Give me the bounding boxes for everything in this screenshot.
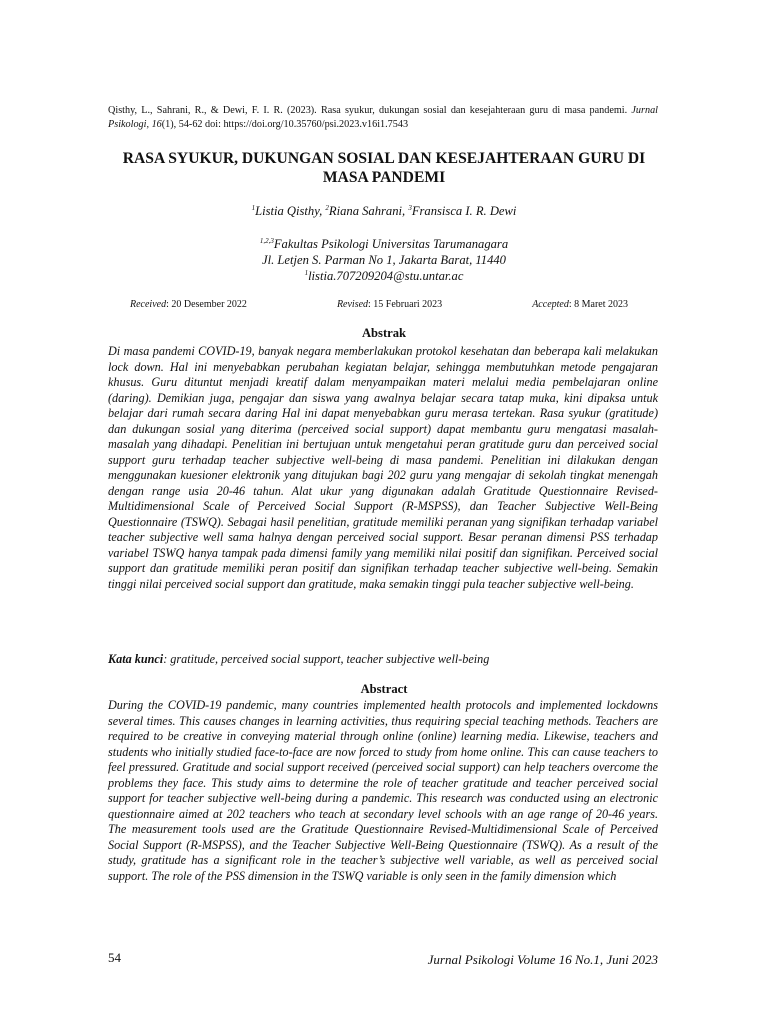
- revised-value: : 15 Februari 2023: [368, 299, 443, 310]
- affiliation: [100, 236, 668, 284]
- affiliation-institution-line: [100, 236, 668, 252]
- affiliation-sup: 1,2,3: [259, 236, 274, 245]
- received-value: : 20 Desember 2022: [166, 299, 247, 310]
- keywords-label: Kata kunci: [108, 652, 164, 666]
- abstrak-heading: Abstrak: [361, 326, 407, 340]
- authors: $^1$Listia Qisthy, $^2$Riana Sahrani, $^3$Fransisca I. R. Dewi: [251, 203, 517, 218]
- author-3-sup: 3: [408, 203, 412, 212]
- citation-journal: Jurnal Psikologi, 16: [108, 105, 658, 130]
- received-label: Received: [130, 299, 167, 310]
- abstract-body: During the COVID-19 pandemic, many countries implemented health protocols and implemented lockdowns several times. This causes changes in learning activities, thus requiring special teaching methods. Teachers are required to be creative in conveying material through online (online) learning media. Likewise, teachers and students who initially studied face-to-face are now forced to study from home online. This can cause teachers to feel pressured. Gratitude and social support received (perceived social support) can help teachers overcome the problems they face. This study aims to determine the role of teacher gratitude and teacher perceived social support for teacher subjective well-being during a pandemic. This research was conducted using an electronic questionnaire aimed at 202 teachers who teach at secondary level schools with an age range of 20-46 years. The measurement tools used are the Gratitude Questionnaire Revised-Multidimensional Scale of Perceived Social Support (R-MSPSS), and the Teacher Subjective Well-Being Questionnaire (TSWQ). As a result of the study, gratitude has a significant role in the teacher’s subjective well variable, as well as perceived social support. The role of the PSS dimension in the TSWQ variable is only seen in the family dimension which: [108, 698, 658, 883]
- email-sup: 1: [304, 268, 309, 277]
- citation: [108, 104, 658, 131]
- affiliation-institution: Fakultas Psikologi Universitas Tarumanagara: [273, 237, 509, 251]
- keywords: [108, 652, 658, 667]
- keywords-text: : gratitude, perceived social support, teacher subjective well-being: [163, 652, 490, 666]
- revised-label: Revised: [336, 299, 369, 310]
- submission-dates: [130, 299, 628, 310]
- accepted-value: : 8 Maret 2023: [568, 299, 628, 310]
- abstract-heading: Abstract: [360, 682, 408, 696]
- revised-date: [337, 299, 442, 310]
- affiliation-address: Jl. Letjen S. Parman No 1, Jakarta Barat, 11440: [262, 253, 506, 267]
- abstrak-body: Di masa pandemi COVID-19, banyak negara memberlakukan protokol kesehatan dan beberapa kali melakukan lock down. Hal ini menyebabkan perubahan kegiatan belajar, sehingga membutuhkan metode pengajaran khusus. Guru dituntut menjadi kreatif dalam menyampaikan materi melalui media pembelajaran online (daring). Demikian juga, pengajar dan siswa yang awalnya belajar secara tatap muka, kini dipaksa untuk belajar dari rumah secara daring Hal ini dapat menyebabkan guru merasa tertekan. Rasa syukur (gratitude) dan dukungan sosial yang diterima (perceived social support) dapat membantu guru mengatasi masalah-masalah yang dihadapi. Penelitian ini bertujuan untuk mengetahui peran gratitude guru dan perceived social support guru terhadap teacher subjective well-being di masa pandemi. Penelitian ini dilakukan dengan menggunakan kuesioner elektronik yang ditujukan bagi 202 guru yang mengajar di sekolah tingkat menengah dengan range usia 20-46 tahun. Alat ukur yang digunakan adalah Gratitude Questionnaire Revised-Multidimensional Scale of Perceived Social Support (R-MSPSS), dan Teacher Subjective Well-Being Questionnaire (TSWQ). Sebagai hasil penelitian, gratitude memiliki peranan yang signifikan terhadap variabel teacher subjective well sama halnya dengan perceived social support. Besar peranan dimensi PSS terhadap variabel TSWQ hanya tampak pada dimensi family yang memiliki nilai positif dan signifikan. Perceived social support dan gratitude memiliki peran positif dan signifikan terhadap teacher subjective well-being. Semakin tinggi nilai perceived social support dan gratitude, maka semakin tinggi pula teacher subjective well-being.: [108, 344, 658, 591]
- accepted-label: Accepted: [532, 299, 569, 310]
- footer-journal: Jurnal Psikologi Volume 16 No.1, Juni 2023: [427, 952, 658, 967]
- author-1: Listia Qisthy: [255, 204, 320, 218]
- paper-title: RASA SYUKUR, DUKUNGAN SOSIAL DAN KESEJAHTERAAN GURU DI MASA PANDEMI: [122, 150, 646, 186]
- received-date: [130, 299, 247, 310]
- author-2: Riana Sahrani: [328, 204, 403, 218]
- author-2-sup: 2: [325, 203, 329, 212]
- author-1-sup: 1: [251, 203, 256, 212]
- page-number: 54: [108, 950, 121, 965]
- author-3: Fransisca I. R. Dewi: [411, 204, 517, 218]
- author-email[interactable]: listia.707209204@stu.untar.ac: [308, 269, 464, 283]
- affiliation-email-line: [100, 268, 668, 284]
- citation-doi: (1), 54-62 doi: https://doi.org/10.35760/psi.2023.v16i1.7543: [161, 118, 409, 130]
- accepted-date: [532, 299, 628, 310]
- citation-text: Qisthy, L., Sahrani, R., & Dewi, F. I. R. (2023). Rasa syukur, dukungan sosial dan kesejahteraan guru di masa pandemi.: [108, 105, 632, 116]
